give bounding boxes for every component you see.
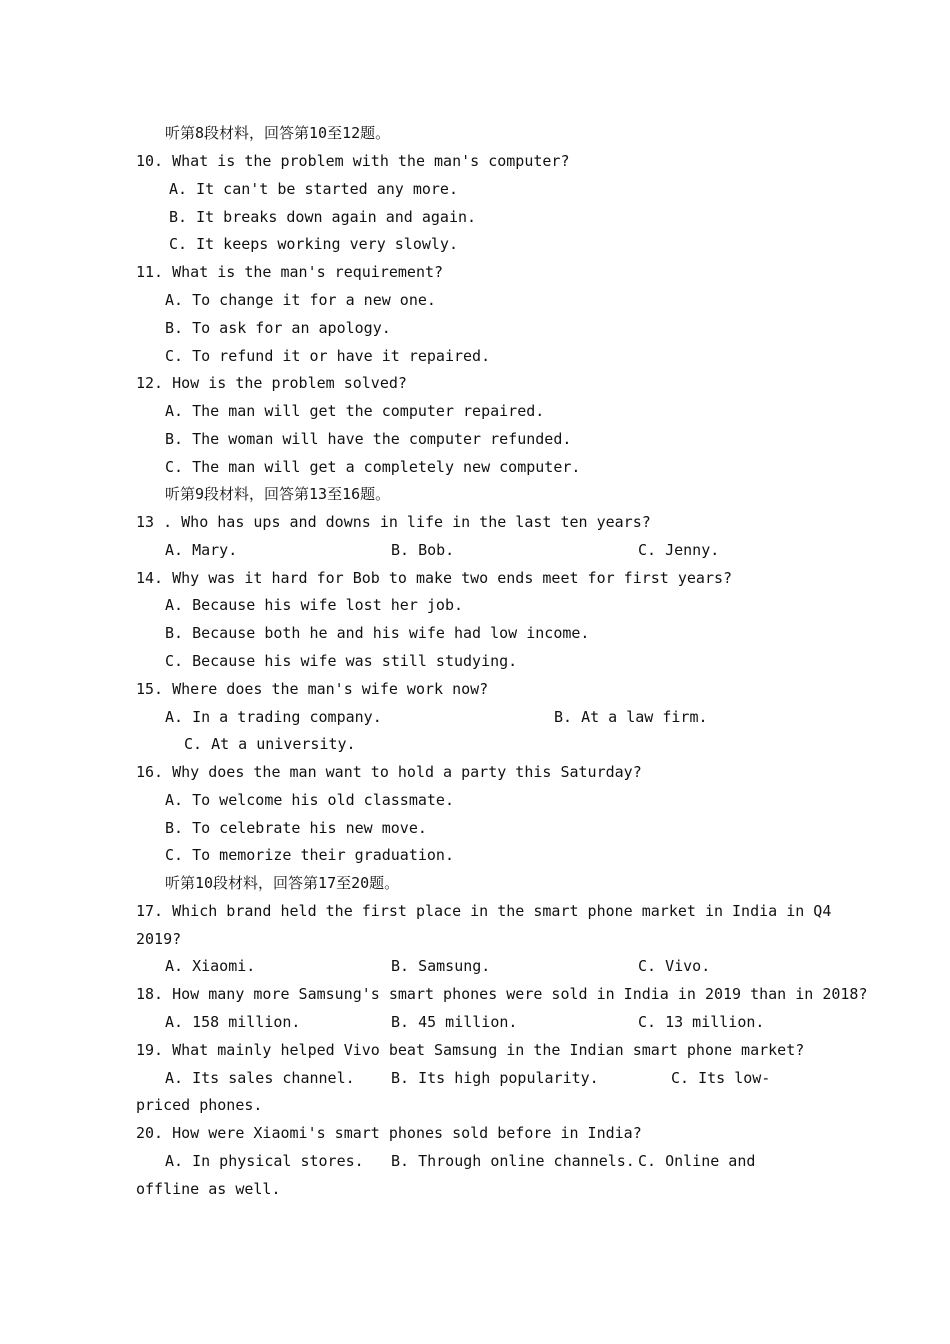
answer-option: B. 45 million. [391, 1013, 518, 1031]
answer-option: A. 158 million. [165, 1013, 301, 1031]
answer-option: C. 13 million. [638, 1013, 765, 1031]
question-text: 20. How were Xiaomi's smart phones sold before in India? [136, 1124, 642, 1142]
answer-option: offline as well. [136, 1180, 281, 1198]
answer-option: A. Its sales channel. [165, 1069, 355, 1087]
answer-option: B. Because both he and his wife had low income. [165, 624, 590, 642]
question-text: 11. What is the man's requirement? [136, 263, 444, 281]
question-text: 18. How many more Samsung's smart phones were sold in India in 2019 than in 2018? [136, 985, 868, 1003]
answer-option: C. Jenny. [638, 541, 720, 559]
question-text: 10. What is the problem with the man's computer? [136, 152, 570, 170]
answer-option: B. Samsung. [391, 957, 491, 975]
question-text: 14. Why was it hard for Bob to make two ends meet for first years? [136, 569, 733, 587]
question-text: 17. Which brand held the first place in the smart phone market in India in Q4 [136, 902, 832, 920]
section-heading: 听第8段材料，回答第10至12题。 [165, 124, 391, 142]
answer-option: C. Its low- [671, 1069, 771, 1087]
answer-option: B. Through online channels. [391, 1152, 635, 1170]
answer-option: A. The man will get the computer repaired. [165, 402, 545, 420]
answer-option: B. Its high popularity. [391, 1069, 599, 1087]
answer-option: B. The woman will have the computer refunded. [165, 430, 572, 448]
answer-option: A. Because his wife lost her job. [165, 596, 464, 614]
question-text: 16. Why does the man want to hold a party this Saturday? [136, 763, 642, 781]
answer-option: C. To refund it or have it repaired. [165, 347, 491, 365]
answer-option: A. To welcome his old classmate. [165, 791, 454, 809]
answer-option: C. To memorize their graduation. [165, 846, 454, 864]
answer-option: C. Because his wife was still studying. [165, 652, 518, 670]
question-text: 12. How is the problem solved? [136, 374, 407, 392]
question-text: 19. What mainly helped Vivo beat Samsung in the Indian smart phone market? [136, 1041, 805, 1059]
answer-option: B. At a law firm. [554, 708, 708, 726]
question-text: 2019? [136, 930, 182, 948]
question-text: 13 . Who has ups and downs in life in the last ten years? [136, 513, 651, 531]
answer-option: A. Mary. [165, 541, 238, 559]
answer-option: C. Online and [638, 1152, 756, 1170]
answer-option: B. Bob. [391, 541, 455, 559]
answer-option: A. In a trading company. [165, 708, 382, 726]
answer-option: C. It keeps working very slowly. [169, 235, 458, 253]
section-heading: 听第9段材料，回答第13至16题。 [165, 485, 391, 503]
section-heading: 听第10段材料，回答第17至20题。 [165, 874, 400, 892]
answer-option: B. To celebrate his new move. [165, 819, 427, 837]
answer-option: C. At a university. [184, 735, 356, 753]
answer-option: priced phones. [136, 1096, 263, 1114]
answer-option: B. To ask for an apology. [165, 319, 391, 337]
answer-option: A. To change it for a new one. [165, 291, 436, 309]
answer-option: B. It breaks down again and again. [169, 208, 477, 226]
answer-option: C. Vivo. [638, 957, 711, 975]
answer-option: A. It can't be started any more. [169, 180, 458, 198]
question-text: 15. Where does the man's wife work now? [136, 680, 489, 698]
answer-option: A. In physical stores. [165, 1152, 364, 1170]
answer-option: A. Xiaomi. [165, 957, 256, 975]
answer-option: C. The man will get a completely new computer. [165, 458, 581, 476]
